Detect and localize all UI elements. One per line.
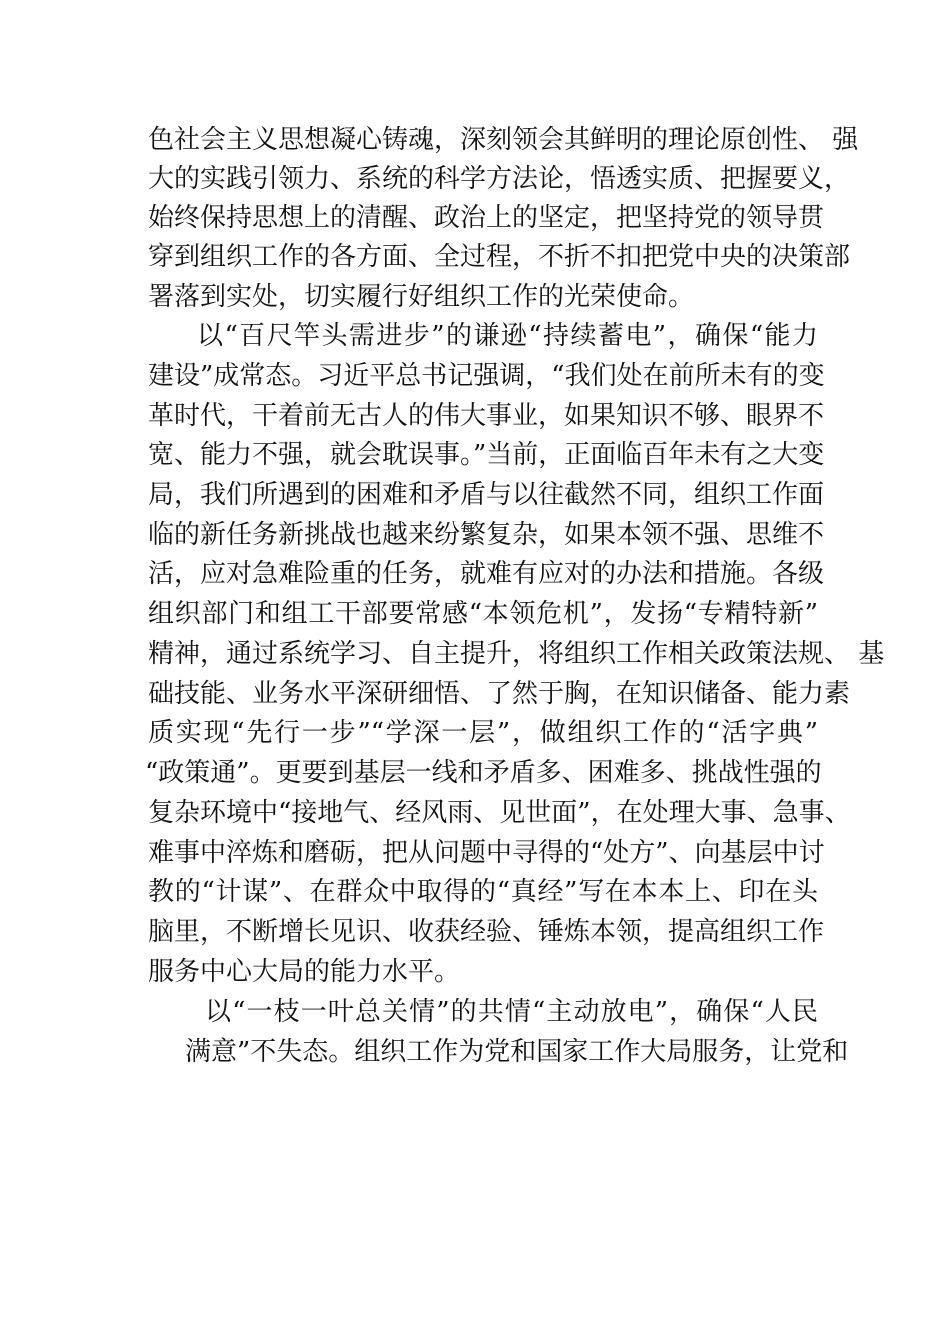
text-line: 精神，通过系统学习、自主提升，将组织工作相关政策法规、 基 <box>148 639 885 669</box>
text-line: 署落到实处，切实履行好组织工作的光荣使命。 <box>148 282 695 312</box>
text-line: 质实现“先行一步”“学深一层”，做组织工作的“活字典” <box>148 718 818 748</box>
text-line: 色社会主义思想凝心铸魂，深刻领会其鲜明的理论原创性、 强 <box>148 125 859 155</box>
text-line: 服务中心大局的能力水平。 <box>148 957 461 987</box>
text-line: 局，我们所遇到的困难和矛盾与以往截然不同，组织工作面 <box>148 480 825 510</box>
text-line: 脑里，不断增长见识、收获经验、锤炼本领，提高组织工作 <box>148 917 825 947</box>
text-line: 满意”不失态。组织工作为党和国家工作大局服务，让党和 <box>185 1037 849 1067</box>
text-line: 大的实践引领力、系统的科学方法论，悟透实质、把握要义， <box>148 164 851 194</box>
text-line: 组织部门和组工干部要常感“本领危机”，发扬“专精特新” <box>148 599 818 629</box>
text-line: 础技能、业务水平深研细悟、了然于胸，在知识储备、能力素 <box>148 679 851 709</box>
text-line: 临的新任务新挑战也越来纷繁复杂，如果本领不强、思维不 <box>148 520 825 550</box>
text-line: 宽、能力不强，就会耽误事。”当前，正面临百年未有之大变 <box>148 440 825 470</box>
text-line: 穿到组织工作的各方面、全过程，不折不扣把党中央的决策部 <box>148 242 851 272</box>
text-line: 教的“计谋”、在群众中取得的“真经”写在本本上、印在头 <box>148 877 818 907</box>
text-line: 革时代，干着前无古人的伟大事业，如果知识不够、眼界不 <box>148 401 825 431</box>
text-line: 活，应对急难险重的任务，就难有应对的办法和措施。各级 <box>148 559 825 589</box>
paragraph-first-line: 以“一枝一叶总关情”的共情“主动放电”，确保“人民 <box>205 997 818 1027</box>
text-line: “政策通”。更要到基层一线和矛盾多、困难多、挑战性强的 <box>145 758 822 788</box>
paragraph-first-line: 以“百尺竿头需进步”的谦逊“持续蓄电”，确保“能力 <box>197 321 818 351</box>
text-line: 复杂环境中“接地气、经风雨、见世面”，在处理大事、急事、 <box>148 798 851 828</box>
text-line: 难事中淬炼和磨砺，把从问题中寻得的“处方”、向基层中讨 <box>148 838 825 868</box>
text-line: 建设”成常态。习近平总书记强调，“我们处在前所未有的变 <box>148 361 825 391</box>
text-line: 始终保持思想上的清醒、政治上的坚定，把坚持党的领导贯 <box>148 203 825 233</box>
